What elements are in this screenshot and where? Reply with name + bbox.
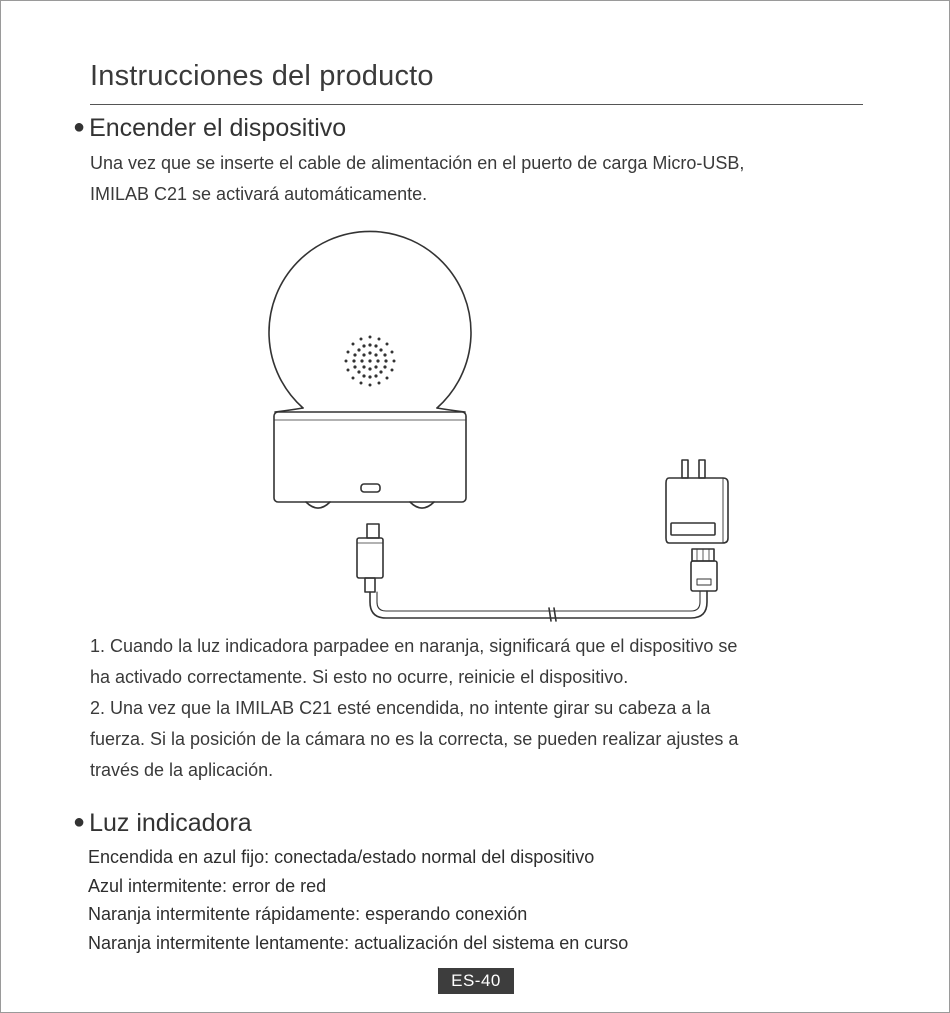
- note-line: 2. Una vez que la IMILAB C21 esté encendida, no intente girar su cabeza a la: [90, 698, 711, 718]
- note-line: ha activado correctamente. Si esto no ocurre, reinicie el dispositivo.: [90, 667, 629, 687]
- power-intro-paragraph: [90, 148, 744, 210]
- list-item: Naranja intermitente rápidamente: esperando conexión: [88, 904, 528, 925]
- power-cable: [370, 591, 707, 618]
- section-heading-indicator: [73, 809, 252, 838]
- note-line: través de la aplicación.: [90, 760, 274, 780]
- section-heading-indicator-text: Luz indicadora: [89, 809, 252, 837]
- bullet-icon: ●: [73, 116, 86, 138]
- speaker-grille-icon: [345, 336, 396, 387]
- power-adapter-icon: [666, 478, 728, 543]
- list-item: Azul intermitente: error de red: [88, 875, 327, 896]
- section-heading-power: [73, 114, 346, 143]
- camera-head: [269, 231, 471, 408]
- section-heading-power-text: Encender el dispositivo: [89, 114, 347, 142]
- usb-a-plug-icon: [691, 561, 717, 591]
- list-item: Encendida en azul fijo: conectada/estado normal del dispositivo: [88, 847, 595, 867]
- note-line: 1. Cuando la luz indicadora parpadee en naranja, significará que el dispositivo se: [90, 636, 738, 656]
- page-title: Instrucciones del producto: [90, 60, 434, 92]
- page-number-badge: ES-40: [438, 968, 514, 994]
- intro-line: Una vez que se inserte el cable de alimentación en el puerto de carga Micro-USB,: [90, 153, 745, 173]
- title-divider: [90, 104, 863, 105]
- camera-base: [274, 412, 466, 502]
- micro-usb-port-icon: [361, 484, 380, 492]
- power-notes-paragraph: [90, 631, 738, 786]
- list-item: Naranja intermitente lentamente: actualización del sistema en curso: [88, 933, 629, 954]
- micro-usb-plug-icon: [357, 538, 383, 578]
- indicator-status-list: [88, 843, 628, 958]
- intro-line: IMILAB C21 se activará automáticamente.: [90, 184, 428, 204]
- camera-charger-illustration: [251, 216, 751, 626]
- note-line: fuerza. Si la posición de la cámara no es la correcta, se pueden realizar ajustes a: [90, 729, 739, 749]
- bullet-icon: ●: [73, 811, 86, 833]
